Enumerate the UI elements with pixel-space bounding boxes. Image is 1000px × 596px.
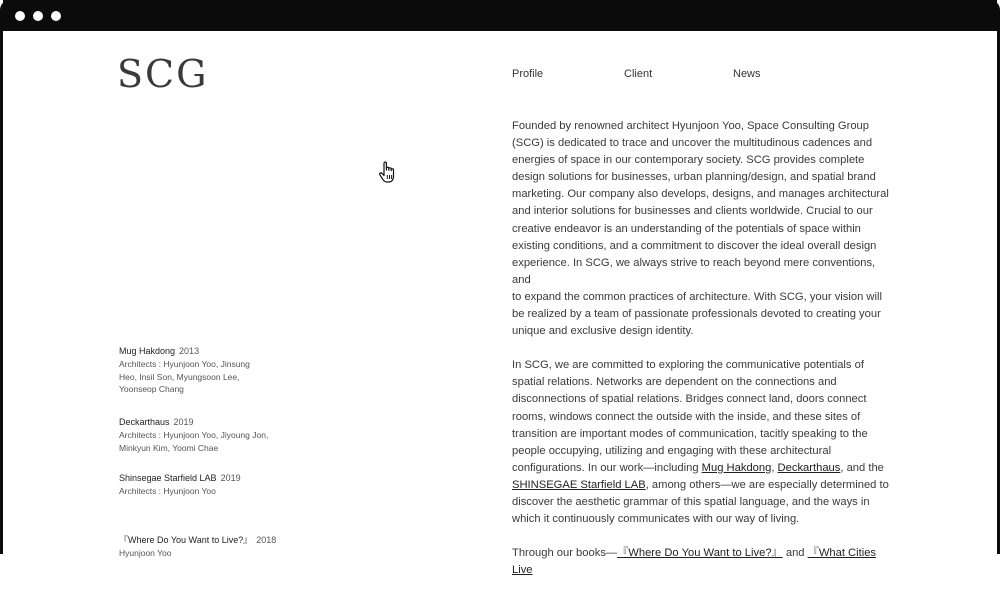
project-architects [119, 358, 279, 396]
project-year: 2018 [256, 535, 277, 545]
project-item[interactable] [119, 534, 279, 560]
text-line: existing conditions, and a commitment to discover the ideal overall design [512, 239, 877, 252]
link-mug-hakdong[interactable]: Mug Hakdong [701, 461, 772, 474]
architect-line: Architects : Hyunjoon Yoo [119, 486, 216, 496]
architect-line: Architects : Hyunjoon Yoo, Jinsung [119, 359, 250, 369]
project-item[interactable] [119, 472, 279, 498]
text-line: Founded by renowned architect Hyunjoon Yoo, Space Consulting Group [512, 120, 869, 132]
text-line: spatial relations. Networks are dependent on the connections and [512, 376, 837, 389]
text-fragment: Through our books— [512, 547, 618, 560]
project-title [119, 345, 279, 357]
text-line: people occupying, utilizing and engaging with these architectural [512, 444, 832, 457]
site-logo[interactable]: SCG [117, 52, 209, 96]
intro-paragraph [512, 118, 892, 340]
project-name: Shinsegae Starfield LAB [119, 473, 217, 483]
hand-pointer-icon [378, 160, 400, 186]
architect-line: Hyunjoon Yoo [119, 548, 172, 558]
project-architects [119, 485, 279, 498]
project-title [119, 534, 279, 546]
about-content [512, 118, 892, 596]
text-fragment: , [771, 461, 778, 474]
text-line: design solutions for businesses, urban planning/design, and spatial brand [512, 171, 876, 184]
text-line: rooms, windows connect the outside with the inside, and these sites of [512, 410, 861, 423]
project-item[interactable] [119, 416, 279, 454]
text-line: (SCG) is dedicated to trace and uncover the multitudinous cadences and [512, 137, 873, 150]
books-paragraph [512, 545, 892, 579]
text-line: marketing. Our company also develops, designs, and manages architectural [512, 188, 889, 201]
text-line: disconnections of spatial relations. Bridges connect land, doors connect [512, 393, 867, 406]
text-line: transition are important modes of communication, tacitly speaking to the [512, 427, 868, 440]
text-fragment: and [782, 547, 808, 560]
project-year: 2019 [173, 417, 194, 427]
nav-news[interactable]: News [733, 68, 761, 80]
project-architects [119, 429, 279, 454]
project-year: 2019 [220, 473, 241, 483]
project-name: 『Where Do You Want to Live?』 [119, 535, 253, 545]
text-fragment: configurations. In our work—including [512, 461, 702, 474]
text-line: to expand the common practices of architecture. With SCG, your vision will [512, 290, 882, 303]
architect-line: Minkyun Kim, Yoomi Chae [119, 442, 219, 453]
link-shinsegae-starfield-lab[interactable]: SHINSEGAE Starfield LAB [512, 478, 646, 491]
text-line: and interior solutions for businesses and clients worldwide. Crucial to our [512, 205, 873, 218]
text-line: which it continuously communicates with our way of living. [512, 513, 800, 526]
project-item[interactable] [119, 345, 279, 396]
text-fragment: , and the [840, 461, 884, 474]
architect-line: Yoonseop Chang [119, 384, 184, 394]
window-titlebar [3, 0, 997, 31]
minimize-dot-icon[interactable] [33, 11, 43, 21]
text-line: be realized by a team of passionate professionals devoted to creating your [512, 308, 881, 321]
communication-paragraph [512, 357, 892, 528]
project-architects [119, 547, 279, 560]
nav-profile[interactable]: Profile [512, 68, 544, 80]
text-fragment: , among others—we are especially determined to [645, 478, 889, 491]
project-name: Deckarthaus [119, 417, 170, 427]
link-book-where-do-you-want-to-live[interactable]: 『Where Do You Want to Live?』 [617, 547, 783, 560]
project-title [119, 472, 279, 484]
project-year: 2013 [179, 346, 200, 356]
text-line: energies of space in our contemporary society. SCG provides complete [512, 154, 865, 167]
link-book-what-cities-live[interactable]: 『What Cities Live [512, 547, 877, 577]
close-dot-icon[interactable] [15, 11, 25, 21]
project-name: Mug Hakdong [119, 346, 176, 356]
architect-line: Architects : Hyunjoon Yoo, Jiyoung Jon, [119, 430, 269, 440]
architect-line: Heo, Insil Son, Myungsoon Lee, [119, 371, 240, 382]
text-line: creative endeavor is an understanding of the potentials of space within [512, 222, 861, 235]
nav-client[interactable]: Client [624, 68, 653, 80]
text-line: In SCG, we are committed to exploring the communicative potentials of [512, 359, 864, 372]
maximize-dot-icon[interactable] [51, 11, 61, 21]
text-line: discover the aesthetic grammar of this spatial language, and the ways in [512, 495, 870, 508]
text-line: experience. In SCG, we always strive to reach beyond mere conventions, and [512, 256, 876, 286]
text-line: unique and exclusive design identity. [512, 325, 694, 338]
project-title [119, 416, 279, 428]
link-deckarthaus[interactable]: Deckarthaus [777, 461, 841, 474]
